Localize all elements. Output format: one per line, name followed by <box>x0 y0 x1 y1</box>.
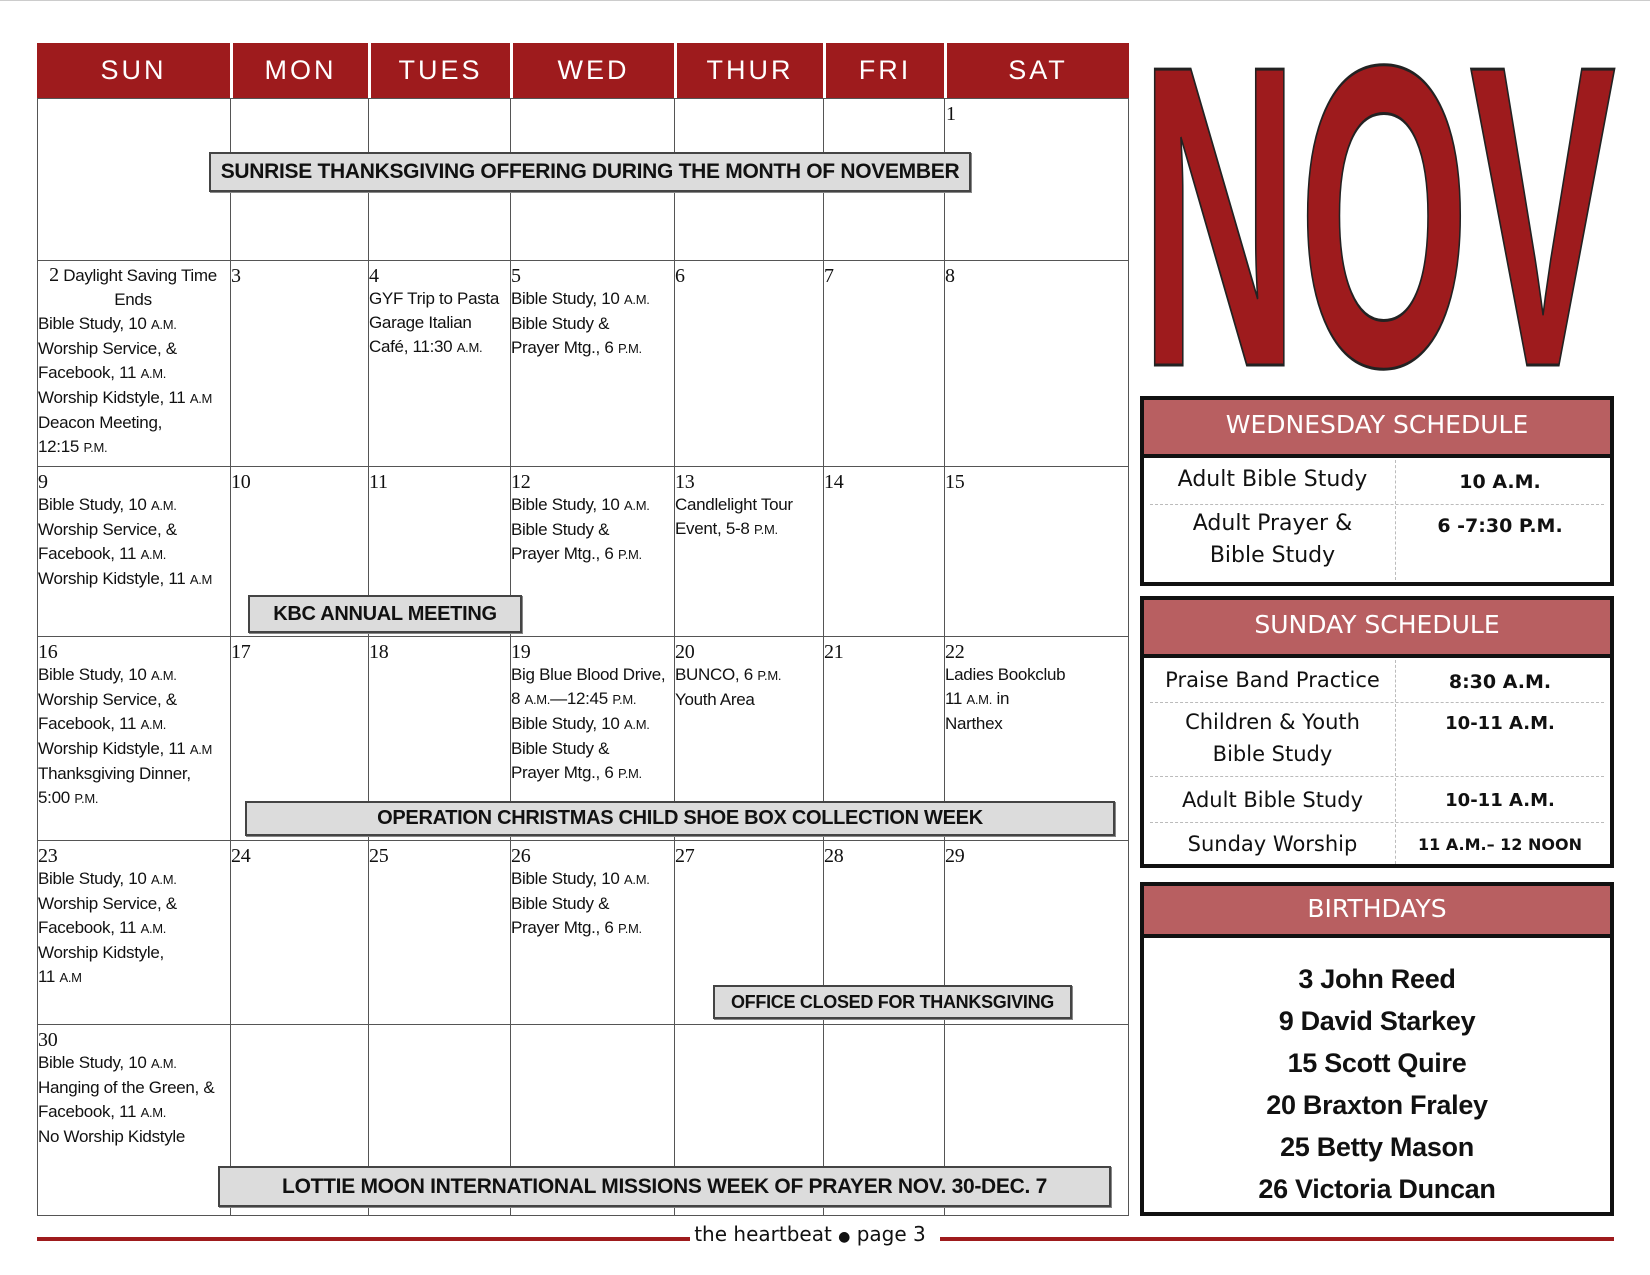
event-time-unit: P.M. <box>618 921 642 936</box>
event-time-unit: P.M. <box>618 341 642 356</box>
schedule-label: Adult Bible Study <box>1177 467 1368 492</box>
schedule-time: 10-11 A.M. <box>1395 778 1604 822</box>
event-text: Prayer Mtg., 6 <box>511 918 614 937</box>
schedule-time: 10-11 A.M. <box>1395 704 1604 776</box>
schedule-row <box>1150 506 1604 580</box>
banner-office-closed: OFFICE CLOSED FOR THANKSGIVING <box>713 985 1072 1019</box>
event-time-unit: P.M. <box>753 522 778 537</box>
day-number: 28 <box>824 845 844 867</box>
schedule-label: Praise Band Practice <box>1165 668 1380 692</box>
page-footer <box>690 1222 930 1246</box>
day-number: 19 <box>511 641 531 663</box>
event-text: Worship Kidstyle, 11 <box>38 739 186 758</box>
event-text: —12:45 <box>550 689 608 708</box>
event-text: Event, 5-8 <box>675 519 750 538</box>
day-cell-5 <box>511 265 673 361</box>
day-number: 5 <box>511 265 521 287</box>
event-text: Prayer Mtg., 6 <box>511 338 614 357</box>
birthday-item: 3 John Reed <box>1298 964 1456 994</box>
day-cell-20 <box>675 641 822 712</box>
schedule-label: Bible Study <box>1212 742 1333 766</box>
event-text: Worship Service, & <box>38 520 177 539</box>
day-number: 8 <box>945 265 955 287</box>
event-time-unit: A.M. <box>624 498 650 513</box>
schedule-time: 6 -7:30 P.M. <box>1395 506 1604 580</box>
event-time-unit: A.M. <box>140 547 167 562</box>
day-number: 10 <box>231 471 251 493</box>
event-text: Café, 11:30 <box>369 337 453 356</box>
day-cell-25 <box>369 845 388 867</box>
day-number: 18 <box>369 641 389 663</box>
day-cell-2 <box>38 264 228 460</box>
event-time-unit: A.M. <box>524 692 551 707</box>
event-time-unit: A.M. <box>140 921 167 936</box>
day-number: 21 <box>824 641 844 663</box>
schedule-label: Adult Prayer & <box>1192 511 1353 536</box>
day-cell-10 <box>231 471 250 493</box>
day-number: 4 <box>369 265 379 287</box>
event-text: in <box>996 689 1010 708</box>
weekday-fri: FRI <box>823 43 944 98</box>
event-text: Bible Study, 10 <box>511 869 620 888</box>
day-cell-27 <box>675 845 694 867</box>
birthdays-title: BIRTHDAYS <box>1144 886 1610 938</box>
event-time-unit: A.M. <box>624 872 650 887</box>
birthdays-list <box>1144 958 1610 1210</box>
event-text: Candlelight Tour <box>675 495 793 514</box>
event-text: No Worship Kidstyle <box>38 1127 186 1146</box>
calendar-grid <box>37 43 1129 1216</box>
schedule-time: 10 A.M. <box>1395 460 1604 504</box>
grid-line <box>37 466 1129 467</box>
event-text: Worship Service, & <box>38 690 177 709</box>
day-cell-11 <box>369 471 388 493</box>
footer-rule-left <box>37 1237 690 1241</box>
day-number: 29 <box>945 845 965 867</box>
grid-line <box>37 636 1129 637</box>
weekday-mon: MON <box>230 43 368 98</box>
day-cell-21 <box>824 641 843 663</box>
event-text: 12:15 <box>38 437 80 456</box>
day-number: 25 <box>369 845 389 867</box>
event-text: Facebook, 11 <box>38 544 137 563</box>
wednesday-schedule <box>1140 396 1614 586</box>
day-number: 20 <box>675 641 695 663</box>
day-cell-29 <box>945 845 964 867</box>
day-number: 23 <box>38 845 58 867</box>
event-time-unit: A.M. <box>966 692 993 707</box>
schedule-row <box>1150 660 1604 703</box>
day-number: 9 <box>38 471 48 493</box>
day-cell-4 <box>369 265 509 360</box>
birthday-item: 15 Scott Quire <box>1287 1048 1467 1078</box>
event-time-unit: A.M <box>189 572 213 587</box>
day-number: 13 <box>675 471 695 493</box>
publication-name: the heartbeat <box>694 1222 832 1246</box>
event-time-unit: A.M <box>189 742 213 757</box>
footer-rule-right <box>940 1237 1614 1241</box>
birthday-item: 26 Victoria Duncan <box>1258 1174 1496 1204</box>
event-text: Prayer Mtg., 6 <box>511 763 614 782</box>
day-number: 26 <box>511 845 531 867</box>
schedule-label: Adult Bible Study <box>1181 788 1363 812</box>
wednesday-schedule-title: WEDNESDAY SCHEDULE <box>1144 400 1610 458</box>
event-time-unit: A.M. <box>140 1105 167 1120</box>
event-text: Worship Kidstyle, <box>38 943 164 962</box>
event-text: Bible Study & <box>511 739 610 758</box>
month-title <box>1138 20 1618 375</box>
event-time-unit: A.M. <box>624 717 650 732</box>
event-text: Worship Service, & <box>38 339 177 358</box>
banner-operation-christmas-child: OPERATION CHRISTMAS CHILD SHOE BOX COLLECTION WEEK <box>245 801 1115 836</box>
day-cell-18 <box>369 641 388 663</box>
event-text: GYF Trip to Pasta <box>369 289 500 308</box>
footer-bullet: ● <box>838 1229 851 1245</box>
birthday-item: 9 David Starkey <box>1278 1006 1476 1036</box>
day-cell-9 <box>38 471 228 592</box>
day-number: 2 <box>49 264 59 286</box>
birthday-item: 20 Braxton Fraley <box>1266 1090 1488 1120</box>
day-cell-24 <box>231 845 250 867</box>
event-text: Bible Study, 10 <box>38 495 147 514</box>
event-text: Garage Italian <box>369 313 472 332</box>
event-text: Facebook, 11 <box>38 1102 137 1121</box>
event-time-unit: A.M. <box>456 340 483 355</box>
day-cell-16 <box>38 641 228 811</box>
event-text: Worship Service, & <box>38 894 177 913</box>
event-text: Youth Area <box>675 690 755 709</box>
schedule-label: Sunday Worship <box>1187 832 1358 856</box>
event-time-unit: P.M. <box>83 440 108 455</box>
day-cell-17 <box>231 641 250 663</box>
event-time-unit: A.M. <box>140 366 167 381</box>
event-time-unit: A.M <box>189 391 213 406</box>
day-cell-19 <box>511 641 673 786</box>
birthdays-box <box>1140 882 1614 1216</box>
day-number: 27 <box>675 845 695 867</box>
weekday-thur: THUR <box>674 43 823 98</box>
day-number: 22 <box>945 641 965 663</box>
day-number: 17 <box>231 641 251 663</box>
event-text: Worship Kidstyle, 11 <box>38 388 186 407</box>
month-title-text: NOV <box>1140 20 1618 375</box>
event-time-unit: P.M. <box>757 668 782 683</box>
weekday-wed: WED <box>510 43 674 98</box>
event-text: 8 <box>511 689 521 708</box>
day-cell-15 <box>945 471 964 493</box>
day-cell-23 <box>38 845 228 990</box>
day-cell-3 <box>231 265 241 287</box>
event-text: Thanksgiving Dinner, <box>38 764 191 783</box>
event-time-unit: A.M. <box>151 668 177 683</box>
sunday-schedule-title: SUNDAY SCHEDULE <box>1144 600 1610 658</box>
grid-line <box>37 1024 1129 1025</box>
day-number: 30 <box>38 1029 58 1051</box>
schedule-row <box>1150 824 1604 864</box>
top-rule <box>0 0 1650 1</box>
event-time-unit: P.M. <box>612 692 637 707</box>
grid-line <box>37 260 1129 261</box>
schedule-time: 11 A.M.– 12 NOON <box>1395 824 1604 864</box>
day-cell-22 <box>945 641 1127 736</box>
event-time-unit: A.M. <box>151 872 177 887</box>
day-cell-14 <box>824 471 843 493</box>
event-text: Ladies Bookclub <box>945 665 1066 684</box>
event-time-unit: P.M. <box>618 766 642 781</box>
day-number: 12 <box>511 471 531 493</box>
event-text: Bible Study, 10 <box>511 495 620 514</box>
event-time-unit: A.M. <box>151 498 177 513</box>
event-time-unit: A.M <box>59 970 82 985</box>
schedule-row <box>1150 704 1604 777</box>
event-text: Daylight Saving Time Ends <box>63 266 217 309</box>
schedule-time: 8:30 A.M. <box>1395 660 1604 702</box>
event-text: Worship Kidstyle, 11 <box>38 569 186 588</box>
event-text: Bible Study, 10 <box>511 714 620 733</box>
event-text: BUNCO, 6 <box>675 665 753 684</box>
event-text: 5:00 <box>38 788 70 807</box>
event-text: Facebook, 11 <box>38 918 137 937</box>
event-text: 11 <box>945 689 963 708</box>
day-number: 24 <box>231 845 251 867</box>
event-text: Bible Study & <box>511 314 610 333</box>
banner-sunrise-offering: SUNRISE THANKSGIVING OFFERING DURING THE MONTH OF NOVEMBER <box>209 152 971 192</box>
weekday-header <box>37 43 1129 98</box>
event-text: Bible Study, 10 <box>511 289 620 308</box>
page-number: page 3 <box>856 1222 926 1246</box>
day-cell-28 <box>824 845 843 867</box>
banner-kbc-annual-meeting: KBC ANNUAL MEETING <box>248 595 522 633</box>
day-cell-6 <box>675 265 685 287</box>
event-text: Bible Study, 10 <box>38 665 147 684</box>
event-time-unit: A.M. <box>151 317 177 332</box>
day-number: 1 <box>946 103 956 125</box>
day-number: 15 <box>945 471 965 493</box>
event-text: Facebook, 11 <box>38 714 137 733</box>
grid-line <box>37 840 1129 841</box>
event-text: Prayer Mtg., 6 <box>511 544 614 563</box>
event-text: Facebook, 11 <box>38 363 137 382</box>
day-cell-13 <box>675 471 822 542</box>
event-text: Bible Study, 10 <box>38 1053 147 1072</box>
birthday-item: 25 Betty Mason <box>1280 1132 1474 1162</box>
day-cell-1 <box>946 103 956 125</box>
event-time-unit: P.M. <box>618 547 642 562</box>
day-number: 3 <box>231 265 241 287</box>
day-cell-26 <box>511 845 673 941</box>
weekday-sun: SUN <box>100 55 167 85</box>
sunday-schedule <box>1140 596 1614 868</box>
day-cell-12 <box>511 471 673 567</box>
event-text: Deacon Meeting, <box>38 413 163 432</box>
event-text: Hanging of the Green, & <box>38 1078 215 1097</box>
event-text: Bible Study & <box>511 520 610 539</box>
weekday-sat: SAT <box>944 43 1129 98</box>
day-number: 16 <box>38 641 58 663</box>
event-text: Narthex <box>945 714 1003 733</box>
event-time-unit: A.M. <box>624 292 650 307</box>
day-cell-7 <box>824 265 834 287</box>
banner-lottie-moon: LOTTIE MOON INTERNATIONAL MISSIONS WEEK OF PRAYER NOV. 30-DEC. 7 <box>218 1166 1111 1207</box>
day-cell-8 <box>945 265 955 287</box>
event-text: 11 <box>38 967 56 986</box>
day-number: 7 <box>824 265 834 287</box>
event-text: Bible Study, 10 <box>38 869 147 888</box>
schedule-row <box>1150 778 1604 823</box>
day-cell-30 <box>38 1029 228 1149</box>
schedule-label: Children & Youth <box>1185 710 1360 734</box>
event-text: Bible Study, 10 <box>38 314 147 333</box>
event-time-unit: A.M. <box>140 717 167 732</box>
weekday-tues: TUES <box>368 43 510 98</box>
event-text: Bible Study & <box>511 894 610 913</box>
day-number: 14 <box>824 471 844 493</box>
day-number: 6 <box>675 265 685 287</box>
event-time-unit: A.M. <box>151 1056 177 1071</box>
schedule-row <box>1150 460 1604 505</box>
event-text: Big Blue Blood Drive, <box>511 665 666 684</box>
day-number: 11 <box>369 471 388 493</box>
event-time-unit: P.M. <box>74 791 99 806</box>
schedule-label: Bible Study <box>1209 543 1336 568</box>
